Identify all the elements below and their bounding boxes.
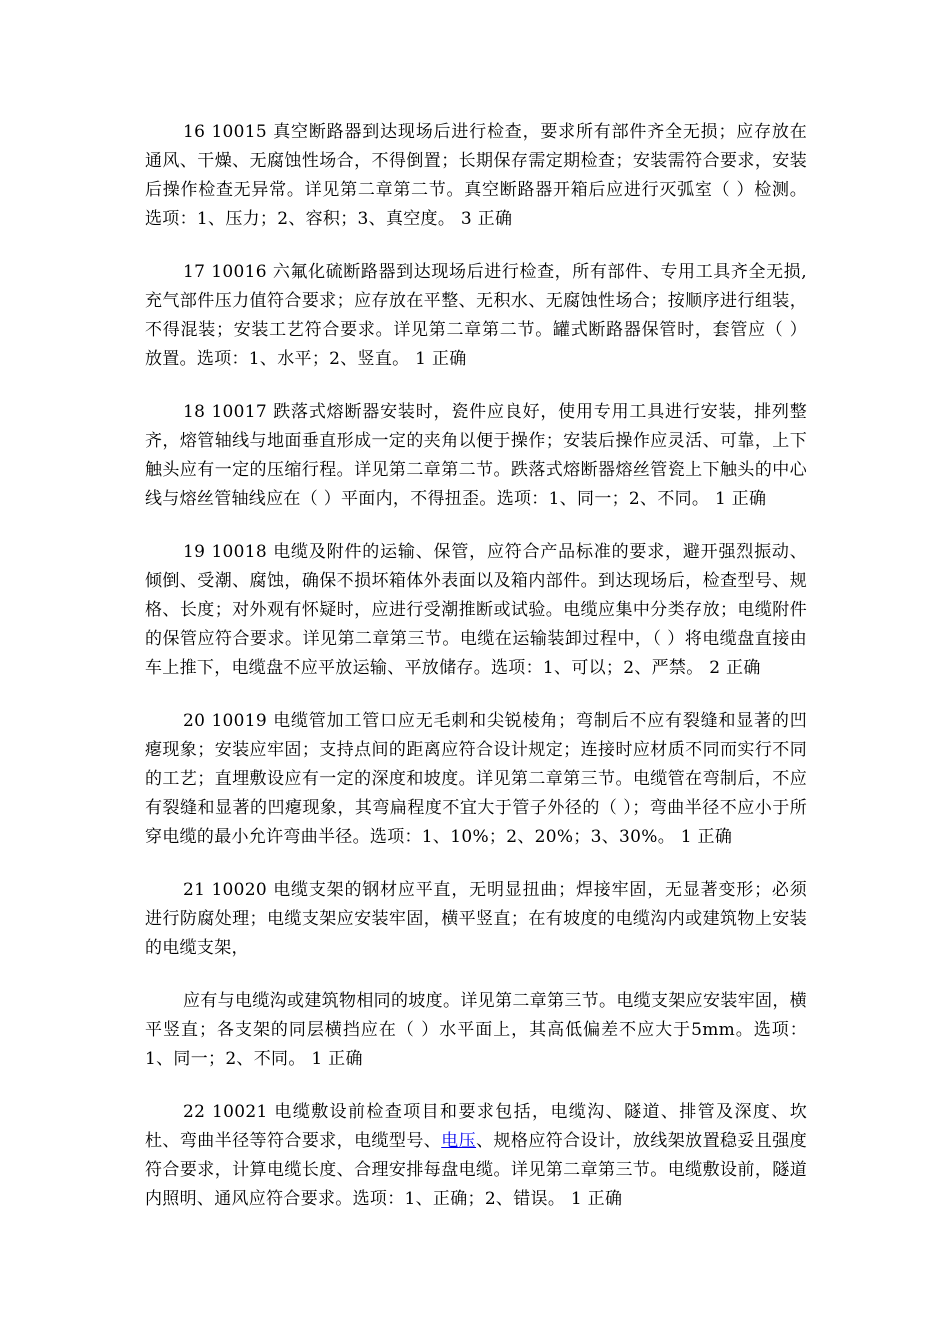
question-21-continuation: 应有与电缆沟或建筑物相同的坡度。详见第二章第三节。电缆支架应安装牢固，横平竖直；各支架的同层横挡应在（ ）水平面上，其高低偏差不应大于5mm。选项：1、同一；2、不同。 1 正确 <box>145 991 807 1069</box>
document-page <box>145 118 807 1238</box>
question-22-paragraph <box>145 1098 807 1214</box>
question-21-paragraph: 21 10020 电缆支架的钢材应平直，无明显扭曲；焊接牢固，无显著变形；必须进行防腐处理；电缆支架应安装牢固，横平竖直；在有坡度的电缆沟内或建筑物上安装的电缆支架， <box>145 880 807 958</box>
question-17-paragraph: 17 10016 六氟化硫断路器到达现场后进行检查，所有部件、专用工具齐全无损,充气部件压力值符合要求；应存放在平整、无积水、无腐蚀性场合；按顺序进行组装，不得混装；安装工艺符合要求。详见第二章第二节。罐式断路器保管时，套管应（ ）放置。选项：1、水平；2、竖直。 1 正确 <box>145 262 807 369</box>
question-18-paragraph: 18 10017 跌落式熔断器安装时，瓷件应良好，使用专用工具进行安装，排列整齐，熔管轴线与地面垂直形成一定的夹角以便于操作；安装后操作应灵活、可靠，上下触头应有一定的压缩行程。详见第二章第二节。跌落式熔断器熔丝管瓷上下触头的中心线与熔丝管轴线应在（ ）平面内，不得扭歪。选项：1、同一；2、不同。 1 正确 <box>145 402 807 509</box>
question-22-text-end: 、规格应符合设计，放线架放置稳妥且强度符合要求，计算电缆长度、合理安排每盘电缆。详见第二章第三节。电缆敷设前，隧道内照明、通风应符合要求。选项：1、正确；2、错误。 1 正确 <box>145 1131 807 1209</box>
question-16-paragraph: 16 10015 真空断路器到达现场后进行检查，要求所有部件齐全无损；应存放在通风、干燥、无腐蚀性场合，不得倒置；长期保存需定期检查；安装需符合要求，安装后操作检查无异常。详见第二章第二节。真空断路器开箱后应进行灭弧室（ ）检测。选项：1、压力；2、容积；3、真空度。 3 正确 <box>145 122 807 229</box>
question-22-text-start: 22 10021 电缆敷设前检查项目和要求包括，电缆沟、隧道、排管及深度、坎杜、弯曲半径等符合要求，电缆型号、 <box>145 1102 807 1151</box>
question-20-paragraph: 20 10019 电缆管加工管口应无毛刺和尖锐棱角；弯制后不应有裂缝和显著的凹瘪现象；安装应牢固；支持点间的距离应符合设计规定；连接时应材质不同而实行不同的工艺；直埋敷设应有一定的深度和坡度。详见第二章第三节。电缆管在弯制后，不应有裂缝和显著的凹瘪现象，其弯扁程度不宜大于管子外径的（ ）；弯曲半径不应小于所穿电缆的最小允许弯曲半径。选项：1、10%；2、20%；3、30%。 1 正确 <box>145 711 807 847</box>
question-19-paragraph: 19 10018 电缆及附件的运输、保管，应符合产品标准的要求，避开强烈振动、倾倒、受潮、腐蚀，确保不损坏箱体外表面以及箱内部件。到达现场后，检查型号、规格、长度；对外观有怀疑时，应进行受潮推断或试验。电缆应集中分类存放；电缆附件的保管应符合要求。详见第二章第三节。电缆在运输装卸过程中，（ ）将电缆盘直接由车上推下，电缆盘不应平放运输、平放储存。选项：1、可以；2、严禁。 2 正确 <box>145 542 807 678</box>
voltage-link[interactable]: 电压 <box>441 1131 477 1151</box>
